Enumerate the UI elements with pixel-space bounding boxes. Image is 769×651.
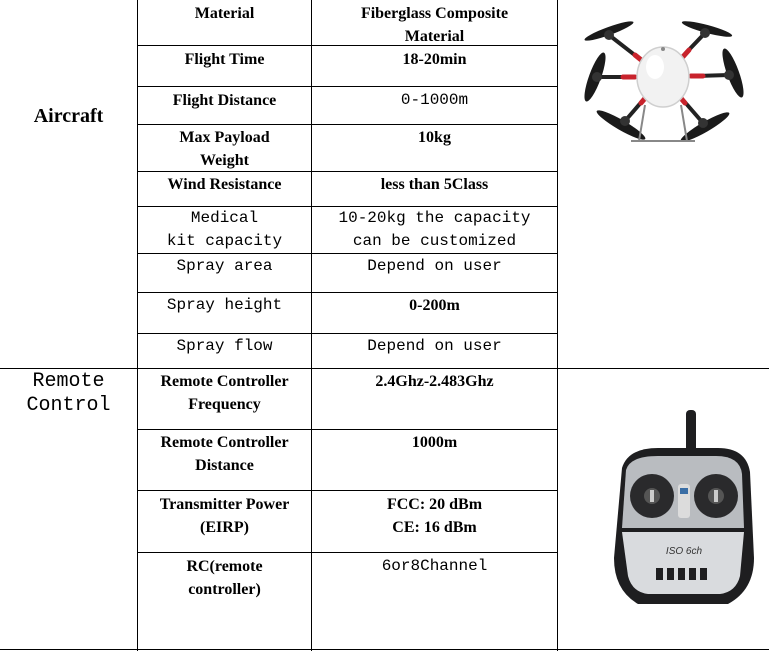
param-material: Material <box>194 5 255 22</box>
param-wind-resistance: Wind Resistance <box>167 176 282 193</box>
grid-line <box>137 429 558 430</box>
value-spray-flow: Depend on user <box>367 337 502 355</box>
value-spray-height: 0-200m <box>409 297 460 314</box>
value-rc-frequency: 2.4Ghz-2.483Ghz <box>375 373 494 390</box>
value-spray-area: Depend on user <box>367 257 502 275</box>
group-label-remote-control: Remote Control <box>26 370 111 417</box>
param-rc-distance: Remote Controller Distance <box>160 434 289 474</box>
value-flight-time: 18-20min <box>402 51 467 68</box>
grid-line <box>137 124 558 125</box>
value-rc-distance: 1000m <box>411 434 458 451</box>
value-rc-channels: 6or8Channel <box>381 557 488 575</box>
value-material: Fiberglass Composite Material <box>360 5 509 45</box>
lower-panel <box>622 532 744 594</box>
param-spray-area: Spray area <box>176 257 273 275</box>
param-medical-kit: Medical kit capacity <box>166 209 283 250</box>
grid-line <box>137 292 558 293</box>
grid-line <box>137 86 558 87</box>
grid-line <box>137 253 558 254</box>
group-label-aircraft: Aircraft <box>33 105 104 127</box>
param-rc-channels: RC(remote controller) <box>186 558 263 598</box>
remote-controller-image <box>608 408 758 616</box>
param-spray-flow: Spray flow <box>176 337 273 355</box>
value-flight-distance: 0-1000m <box>400 91 469 109</box>
value-max-payload: 10kg <box>418 129 451 146</box>
param-transmitter-power: Transmitter Power (EIRP) <box>159 496 290 536</box>
grid-line <box>557 0 558 651</box>
grid-line <box>137 552 558 553</box>
param-flight-time: Flight Time <box>184 51 265 68</box>
param-spray-height: Spray height <box>166 296 283 314</box>
drone-body <box>637 47 689 107</box>
grid-line <box>0 368 769 369</box>
value-transmitter-power: FCC: 20 dBm CE: 16 dBm <box>386 496 483 536</box>
value-wind-resistance: less than 5Class <box>380 176 489 193</box>
grid-line <box>137 490 558 491</box>
drone-image <box>575 5 755 165</box>
grid-line <box>0 649 769 650</box>
controller-brand-label: ISO 6ch <box>665 546 703 557</box>
drone-landing-gear <box>631 105 695 141</box>
param-flight-distance: Flight Distance <box>172 92 277 109</box>
param-max-payload: Max Payload Weight <box>179 129 270 169</box>
value-medical-kit: 10-20kg the capacity can be customized <box>338 209 531 250</box>
param-rc-frequency: Remote Controller Frequency <box>160 373 289 413</box>
grid-line <box>137 333 558 334</box>
